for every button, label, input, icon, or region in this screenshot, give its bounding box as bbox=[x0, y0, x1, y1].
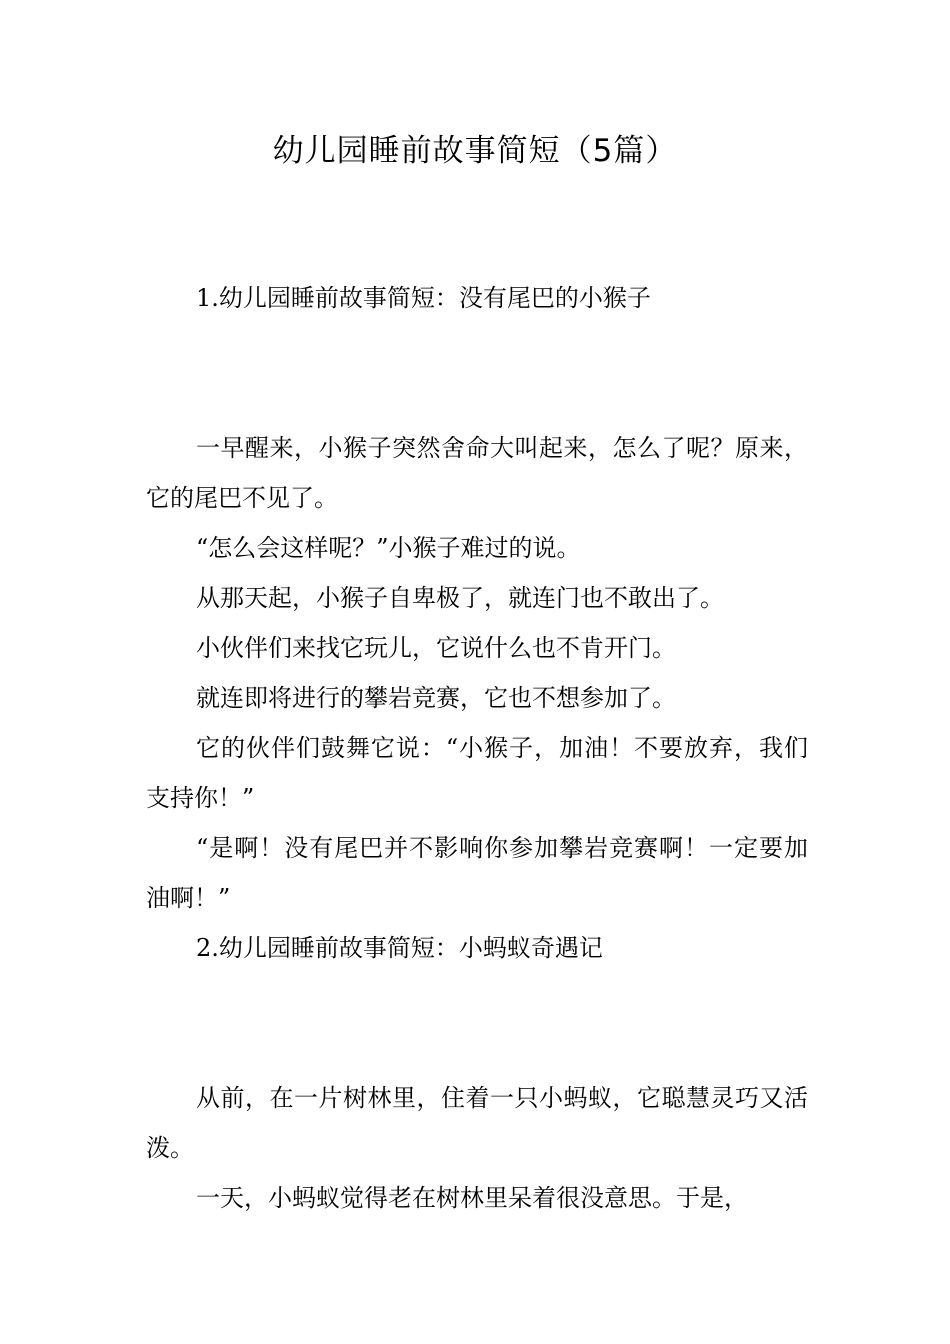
paragraph: 它的伙伴们鼓舞它说：“小猴子，加油！不要放弃，我们支持你！” bbox=[146, 734, 808, 812]
paragraph: 一早醒来，小猴子突然舍命大叫起来，怎么了呢？原来，它的尾巴不见了。 bbox=[146, 434, 808, 512]
section-heading-1: 1.幼儿园睡前故事简短：没有尾巴的小猴子 bbox=[196, 284, 651, 312]
paragraph: 就连即将进行的攀岩竞赛，它也不想参加了。 bbox=[196, 684, 676, 712]
document-title: 幼儿园睡前故事简短（5篇） bbox=[272, 133, 678, 169]
paragraph: 从前，在一片树林里，住着一只小蚂蚁，它聪慧灵巧又活泼。 bbox=[146, 1084, 808, 1162]
paragraph: 小伙伴们来找它玩儿，它说什么也不肯开门。 bbox=[196, 634, 676, 662]
paragraph: “是啊！没有尾巴并不影响你参加攀岩竞赛啊！一定要加油啊！” bbox=[146, 834, 808, 912]
paragraph: 一天，小蚂蚁觉得老在树林里呆着很没意思。于是， bbox=[196, 1184, 748, 1212]
section-heading-2: 2.幼儿园睡前故事简短：小蚂蚁奇遇记 bbox=[196, 934, 603, 962]
paragraph: 从那天起，小猴子自卑极了，就连门也不敢出了。 bbox=[196, 584, 724, 612]
paragraph: “怎么会这样呢？”小猴子难过的说。 bbox=[196, 534, 581, 562]
